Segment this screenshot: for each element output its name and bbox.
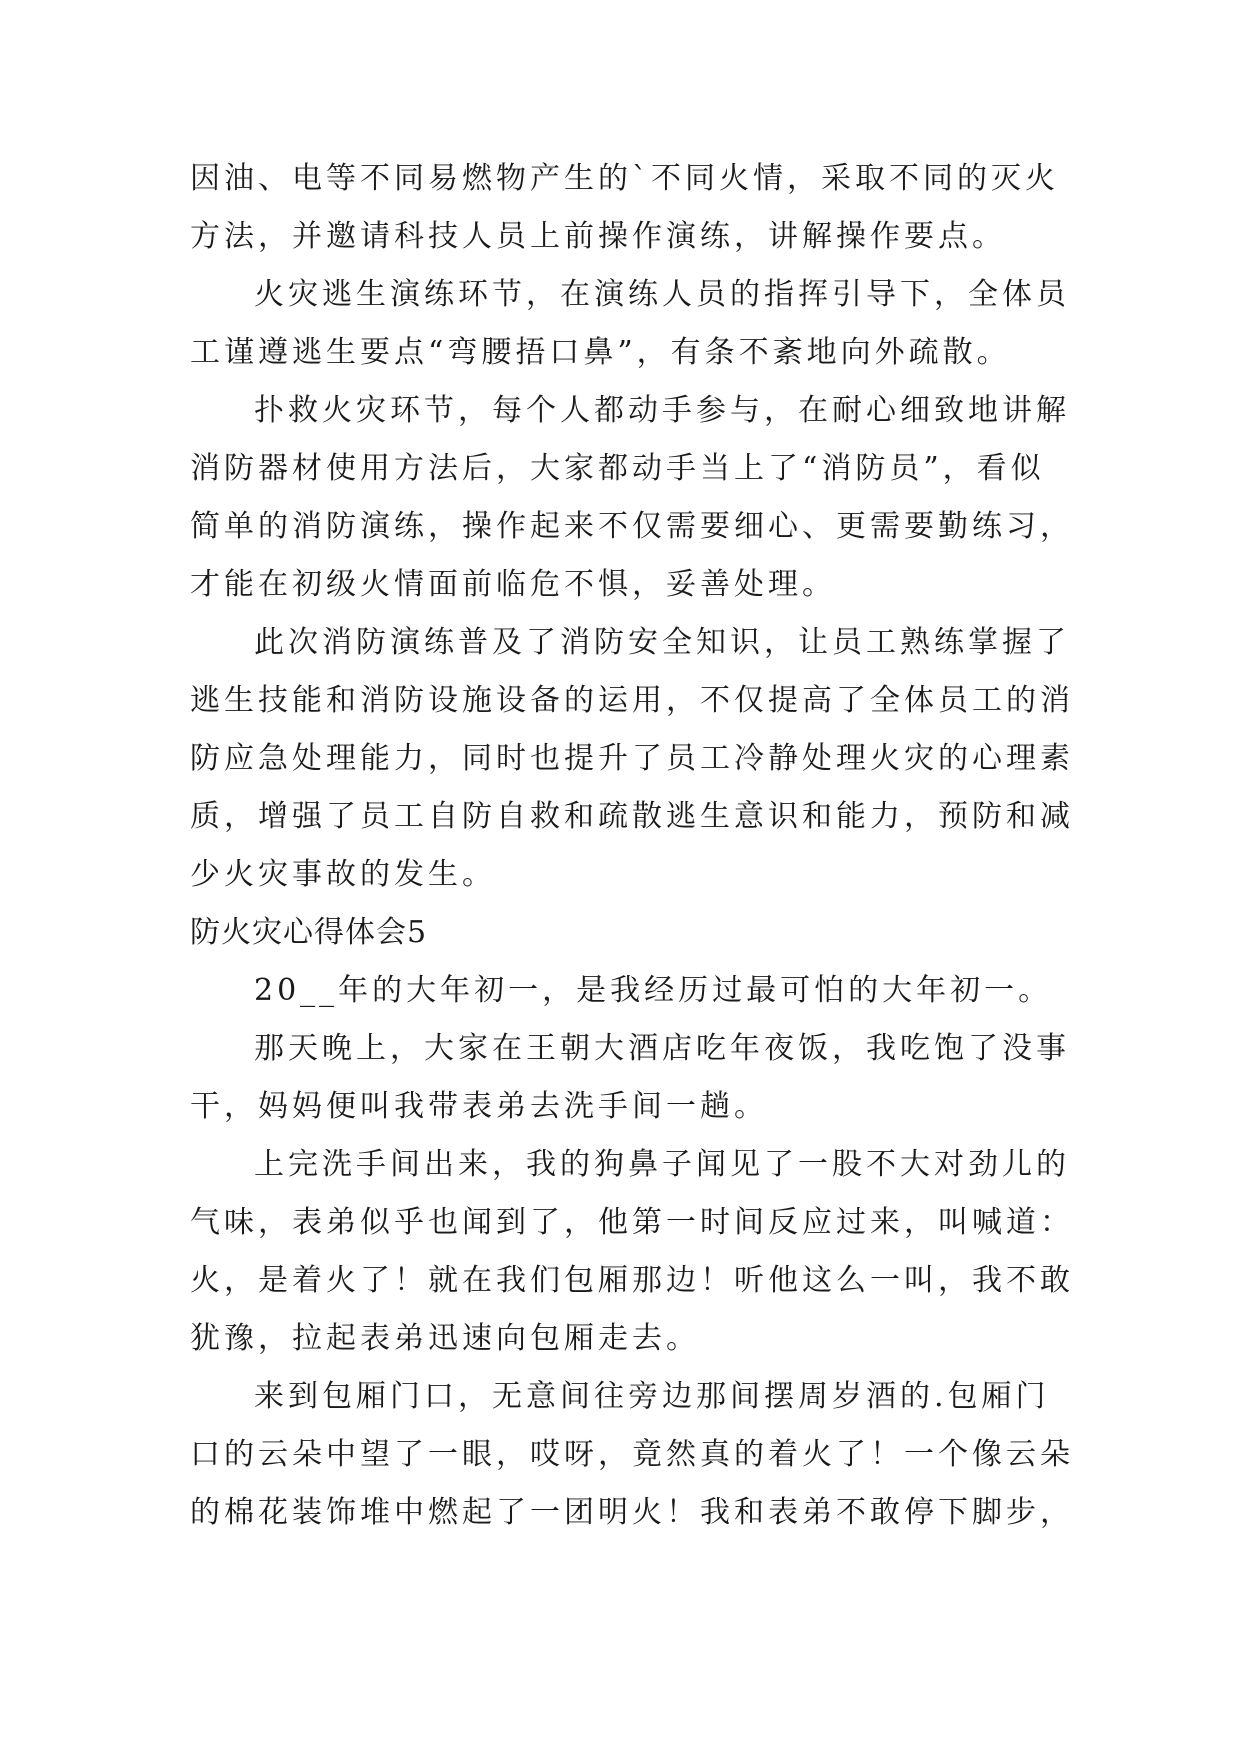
text-line: 火，是着火了！就在我们包厢那边！听他这么一叫，我不敢	[190, 1263, 1074, 1298]
paragraph-first-line: 此次消防演练普及了消防安全知识，让员工熟练掌握了	[254, 625, 1070, 660]
text-line: 简单的消防演练，操作起来不仅需要细心、更需要勤练习，	[190, 509, 1074, 544]
text-line: 气味，表弟似乎也闻到了，他第一时间反应过来，叫喊道：	[190, 1205, 1074, 1240]
paragraph-first-line: 那天晚上，大家在王朝大酒店吃年夜饭，我吃饱了没事	[254, 1031, 1070, 1066]
text-line: 犹豫，拉起表弟迅速向包厢走去。	[190, 1321, 700, 1356]
text-line: 口的云朵中望了一眼，哎呀，竟然真的着火了！一个像云朵	[190, 1437, 1074, 1472]
text-line: 防应急处理能力，同时也提升了员工冷静处理火灾的心理素	[190, 741, 1074, 776]
paragraph-first-line: 火灾逃生演练环节，在演练人员的指挥引导下，全体员	[254, 277, 1070, 312]
text-line: 的棉花装饰堆中燃起了一团明火！我和表弟不敢停下脚步，	[190, 1495, 1074, 1530]
text-line: 方法，并邀请科技人员上前操作演练，讲解操作要点。	[190, 219, 1006, 254]
text-line: 因油、电等不同易燃物产生的`不同火情，采取不同的灭火	[190, 161, 1059, 196]
paragraph-first-line: 20__年的大年初一，是我经历过最可怕的大年初一。	[254, 973, 1053, 1008]
text-line: 消防器材使用方法后，大家都动手当上了“消防员”，看似	[190, 451, 1045, 486]
section-heading: 防火灾心得体会5	[190, 915, 428, 950]
text-line: 才能在初级火情面前临危不惧，妥善处理。	[190, 567, 836, 602]
paragraph-first-line: 来到包厢门口，无意间往旁边那间摆周岁酒的.包厢门	[254, 1379, 1050, 1414]
text-line: 少火灾事故的发生。	[190, 857, 496, 892]
text-line: 逃生技能和消防设施设备的运用，不仅提高了全体员工的消	[190, 683, 1074, 718]
text-line: 质，增强了员工自防自救和疏散逃生意识和能力，预防和减	[190, 799, 1074, 834]
text-line: 工谨遵逃生要点“弯腰捂口鼻”，有条不紊地向外疏散。	[190, 335, 1011, 370]
paragraph-first-line: 扑救火灾环节，每个人都动手参与，在耐心细致地讲解	[254, 393, 1070, 428]
text-line: 干，妈妈便叫我带表弟去洗手间一趟。	[190, 1089, 768, 1124]
paragraph-first-line: 上完洗手间出来，我的狗鼻子闻见了一股不大对劲儿的	[254, 1147, 1070, 1182]
document-page	[190, 150, 1074, 1542]
